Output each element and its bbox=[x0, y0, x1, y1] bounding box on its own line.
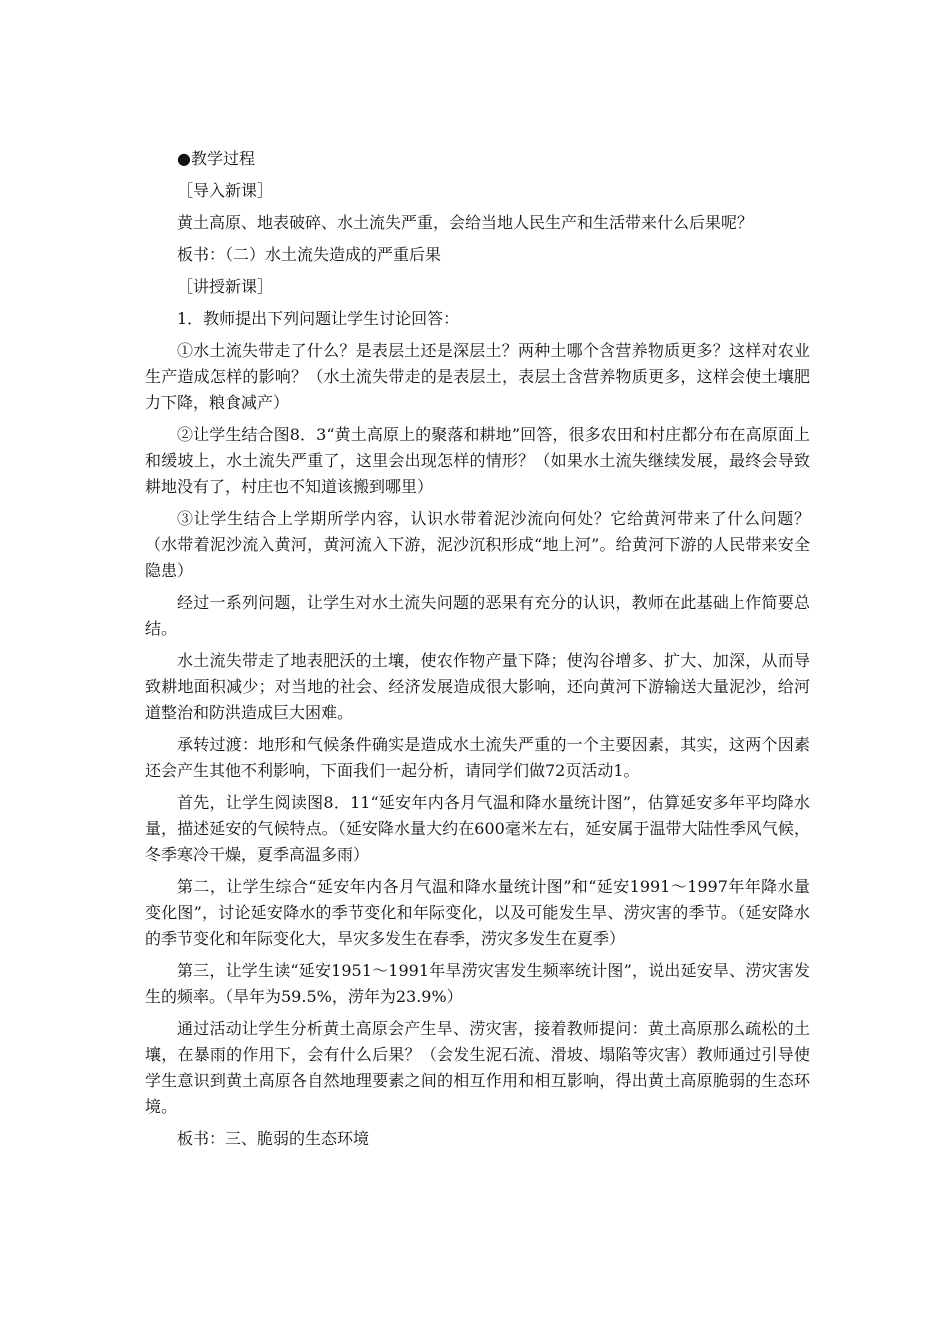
paragraph-summary-intro: 经过一系列问题，让学生对水土流失问题的恶果有充分的认识，教师在此基础上作简要总结。 bbox=[145, 593, 810, 638]
paragraph-summary: 水土流失带走了地表肥沃的土壤，使农作物产量下降；使沟谷增多、扩大、加深，从而导致耕地面积减少；对当地的社会、经济发展造成很大影响，还向黄河下游输送大量泥沙，给河道整治和防洪造成巨大困难。 bbox=[145, 651, 810, 722]
paragraph-question-1: ①水土流失带走了什么？是表层土还是深层土？两种土哪个含营养物质更多？这样对农业生产造成怎样的影响？（水土流失带走的是表层土，表层土含营养物质更多，这样会使土壤肥力下降，粮食减产） bbox=[145, 341, 810, 412]
paragraph-question-3: ③让学生结合上学期所学内容，认识水带着泥沙流向何处？它给黄河带来了什么问题？（水带着泥沙流入黄河，黄河流入下游，泥沙沉积形成“地上河”。给黄河下游的人民带来安全隐患） bbox=[145, 509, 810, 580]
paragraph-transition: 承转过渡：地形和气候条件确实是造成水土流失严重的一个主要因素，其实，这两个因素还会产生其他不利影响，下面我们一起分析，请同学们做72页活动1。 bbox=[145, 735, 810, 780]
board-note-consequences: 板书：（二）水土流失造成的严重后果 bbox=[177, 245, 442, 264]
paragraph-activity-analysis: 通过活动让学生分析黄土高原会产生旱、涝灾害，接着教师提问：黄土高原那么疏松的土壤，在暴雨的作用下，会有什么后果？（会发生泥石流、滑坡、塌陷等灾害）教师通过引导使学生意识到黄土高原各自然地理要素之间的相互作用和相互影响，得出黄土高原脆弱的生态环境。 bbox=[145, 1019, 810, 1116]
paragraph-discussion-intro: 1．教师提出下列问题让学生讨论回答： bbox=[177, 309, 460, 328]
subheading-lecture: ［讲授新课］ bbox=[177, 277, 274, 296]
section-heading-teaching-process: ●教学过程 bbox=[177, 149, 255, 168]
subheading-intro: ［导入新课］ bbox=[177, 181, 274, 200]
board-note-fragile-environment: 板书：三、脆弱的生态环境 bbox=[177, 1129, 370, 1148]
paragraph-activity-third: 第三，让学生读“延安1951～1991年旱涝灾害发生频率统计图”，说出延安旱、涝灾害发生的频率。（旱年为59.5%，涝年为23.9%） bbox=[145, 961, 810, 1006]
paragraph-activity-first: 首先，让学生阅读图8．11“延安年内各月气温和降水量统计图”，估算延安多年平均降水量，描述延安的气候特点。（延安降水量大约在600毫米左右，延安属于温带大陆性季风气候，冬季寒冷干燥，夏季高温多雨） bbox=[145, 793, 810, 864]
paragraph-activity-second: 第二，让学生综合“延安年内各月气温和降水量统计图”和“延安1991～1997年年降水量变化图”，讨论延安降水的季节变化和年际变化，以及可能发生旱、涝灾害的季节。（延安降水的季节变化和年际变化大，旱灾多发生在春季，涝灾多发生在夏季） bbox=[145, 877, 810, 948]
paragraph-question-2: ②让学生结合图8．3“黄土高原上的聚落和耕地”回答，很多农田和村庄都分布在高原面上和缓坡上，水土流失严重了，这里会出现怎样的情形？（如果水土流失继续发展，最终会导致耕地没有了，村庄也不知道该搬到哪里） bbox=[145, 425, 810, 496]
document-body bbox=[145, 146, 810, 1152]
paragraph-intro-question: 黄土高原、地表破碎、水土流失严重，会给当地人民生产和生活带来什么后果呢？ bbox=[177, 213, 754, 232]
